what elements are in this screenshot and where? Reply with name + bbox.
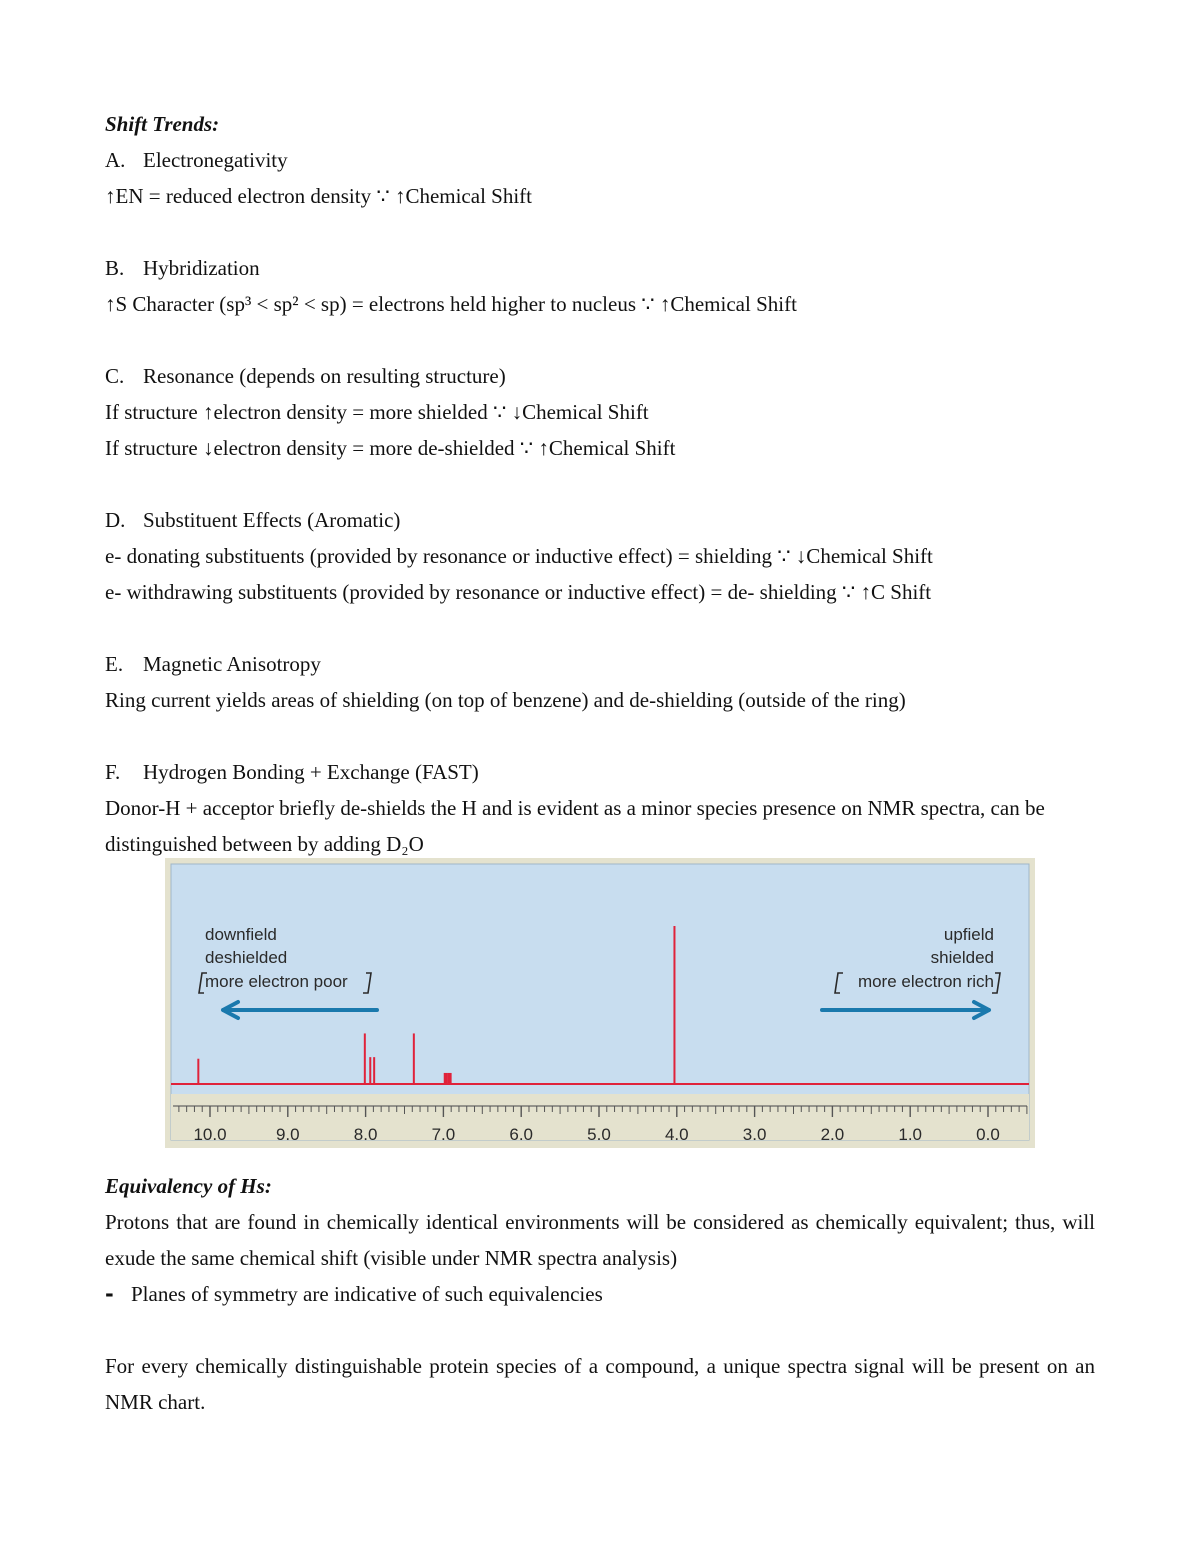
item-letter: F. (105, 760, 121, 784)
left-annotation-line-1: downfield (205, 925, 277, 944)
left-annotation-line-3: more electron poor (205, 972, 348, 991)
item-a-line: ↑EN = reduced electron density ∵ ↑Chemical Shift (105, 184, 533, 208)
left-annotation-line-2: deshielded (205, 948, 288, 967)
shift-trends-section (105, 106, 1095, 862)
item-letter: A. (105, 148, 126, 172)
item-letter: C. (105, 364, 125, 388)
item-c-title (105, 358, 1095, 394)
item-title: Substituent Effects (Aromatic) (143, 508, 401, 532)
item-f-title (105, 754, 1095, 790)
item-title: Electronegativity (143, 148, 288, 172)
item-e-line: Ring current yields areas of shielding (on top of benzene) and de-shielding (outside of the ring) (105, 688, 906, 712)
item-d-title (105, 502, 1095, 538)
section-heading: Shift Trends: (105, 112, 220, 136)
item-c-line-2: If structure ↓electron density = more de-shielded ∵ ↑Chemical Shift (105, 436, 676, 460)
right-annotation-line-3: more electron rich (857, 972, 994, 991)
item-b-title (105, 250, 1095, 286)
axis-tick-label: 8.0 (353, 1125, 378, 1144)
item-title: Resonance (depends on resulting structure) (143, 364, 506, 388)
axis-tick-label: 9.0 (275, 1125, 300, 1144)
item-d-line-1: e- donating substituents (provided by resonance or inductive effect) = shielding ∵ ↓Chemical Shift (105, 544, 933, 568)
item-title: Hydrogen Bonding + Exchange (FAST) (143, 760, 479, 784)
item-d-line-2: e- withdrawing substituents (provided by resonance or inductive effect) = de- shielding ∵ ↑C Shift (105, 580, 932, 604)
item-title: Magnetic Anisotropy (143, 652, 321, 676)
item-title: Hybridization (143, 256, 260, 280)
item-e-title (105, 646, 1095, 682)
equivalency-paragraph: Protons that are found in chemically identical environments will be considered as chemically equivalent; thus, will exude the same chemical shift (visible under NMR spectra analysis) (105, 1210, 1095, 1270)
nmr-spectrum-figure (165, 858, 1035, 1148)
axis-tick-label: 5.0 (587, 1125, 611, 1144)
axis-tick-label: 4.0 (664, 1125, 689, 1144)
axis-tick-label: 7.0 (431, 1125, 456, 1144)
item-letter: E. (105, 652, 124, 676)
item-letter: D. (105, 508, 126, 532)
item-c-line-1: If structure ↑electron density = more shielded ∵ ↓Chemical Shift (105, 400, 649, 424)
equivalency-section (105, 1168, 1095, 1420)
axis-tick-label: 10.0 (193, 1125, 227, 1144)
bullet-marker: - (105, 1282, 114, 1306)
nmr-spectrum-chart (165, 858, 1035, 1148)
item-letter: B. (105, 256, 125, 280)
right-annotation-line-1: upfield (943, 925, 994, 944)
axis-tick-label: 3.0 (742, 1125, 767, 1144)
item-f-line: Donor-H + acceptor briefly de-shields the H and is evident as a minor species presence on NMR spectra, can be distinguished between by adding D₂O (105, 796, 1045, 856)
right-annotation-line-2: shielded (930, 948, 994, 967)
item-b-line: ↑S Character (sp³ < sp² < sp) = electrons held higher to nucleus ∵ ↑Chemical Shift (105, 292, 797, 316)
axis-tick-label: 1.0 (898, 1125, 923, 1144)
equivalency-bullet (105, 1276, 1095, 1312)
bullet-text: Planes of symmetry are indicative of such equivalencies (131, 1282, 603, 1306)
axis-tick-label: 2.0 (820, 1125, 845, 1144)
item-a-title (105, 142, 1095, 178)
axis-tick-label: 0.0 (976, 1125, 1000, 1144)
axis-tick-label: 6.0 (509, 1125, 534, 1144)
closing-paragraph: For every chemically distinguishable protein species of a compound, a unique spectra signal will be present on an NMR chart. (105, 1354, 1095, 1414)
equivalency-heading: Equivalency of Hs: (105, 1174, 272, 1198)
